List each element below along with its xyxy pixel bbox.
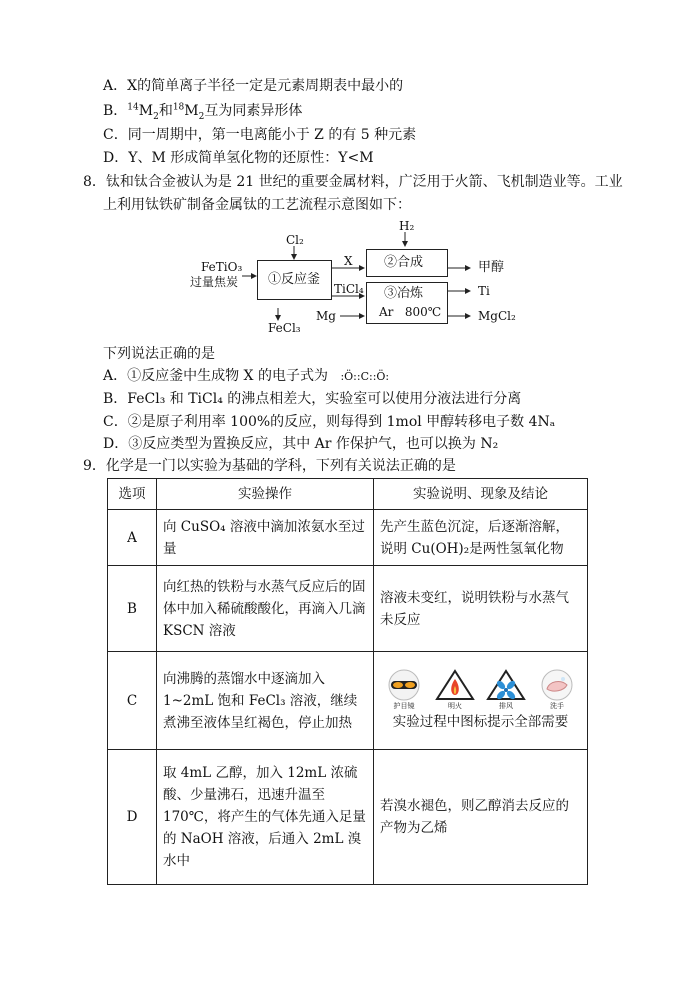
product-x: X [344, 254, 353, 268]
hand-wash-icon: 洗手 [535, 669, 579, 711]
goggles-icon: 护目镜 [382, 669, 426, 711]
operation-cell: 向 CuSO₄ 溶液中滴加浓氨水至过量 [157, 510, 374, 566]
option-label: D [108, 750, 157, 885]
reagent-mg: Mg [316, 309, 336, 323]
operation-cell: 向沸腾的蒸馏水中逐滴加入 1~2mL 饱和 FeCl₃ 溶液，继续煮沸至液体呈红褐色，停止加热 [157, 652, 374, 750]
product-methanol: 甲醇 [478, 260, 505, 275]
q7-option-c: C．同一周期中，第一电离能小于 Z 的有 5 种元素 [103, 127, 417, 143]
synth-label: ②合成 [384, 255, 424, 270]
process-flow-diagram [180, 216, 540, 338]
smelt-label: ③冶炼 [384, 286, 424, 301]
option-label: C [108, 652, 157, 750]
product-fecl3: FeCl₃ [268, 321, 301, 335]
reagent-cl2: Cl₂ [286, 233, 304, 247]
electron-formula: :Ö::C::Ö: [340, 370, 390, 383]
ventilation-icon: 排风 [484, 669, 528, 711]
option-label: A [108, 510, 157, 566]
operation-cell: 取 4mL 乙醇，加入 12mL 浓硫酸、少量沸石，迅速升温至 170℃，将产生的气体先通入足量的 NaOH 溶液，后通入 2mL 溴水中 [157, 750, 374, 885]
smelt-conditions: Ar 800℃ [379, 305, 442, 319]
q8-prompt: 下列说法正确的是 [103, 346, 215, 362]
icon-note: 实验过程中图标提示全部需要 [392, 713, 569, 730]
q8-option-a: A．①反应釜中生成物 X 的电子式为 :Ö::C::Ö: [103, 368, 390, 384]
q8-stem-line2: 上利用钛铁矿制备金属钛的工艺流程示意图如下： [103, 197, 411, 213]
header-operation: 实验操作 [157, 479, 374, 510]
header-option: 选项 [108, 479, 157, 510]
q8-stem-line1: 8．钛和钛合金被认为是 21 世纪的重要金属材料，广泛用于火箭、飞机制造业等。工业 [83, 174, 623, 190]
product-mgcl2: MgCl₂ [478, 309, 516, 323]
table-header-row [108, 479, 588, 510]
result-cell: 若溴水褪色，则乙醇消去反应的产物为乙烯 [374, 750, 588, 885]
product-ti: Ti [478, 284, 490, 298]
q9-table [107, 478, 588, 885]
q9-stem: 9．化学是一门以实验为基础的学科，下列有关说法正确的是 [83, 458, 456, 474]
table-row [108, 750, 588, 885]
table-row [108, 652, 588, 750]
product-ticl4: TiCl₄ [334, 282, 364, 296]
smelt-box [366, 282, 448, 324]
result-cell [374, 652, 588, 750]
result-cell: 先产生蓝色沉淀，后逐渐溶解，说明 Cu(OH)₂是两性氢氧化物 [374, 510, 588, 566]
q8-option-c: C．②是原子利用率 100%的反应，则每得到 1mol 甲醇转移电子数 4Nₐ [103, 414, 556, 430]
table-row [108, 566, 588, 652]
q8-option-b: B．FeCl₃ 和 TiCl₄ 的沸点相差大，实验室可以使用分液法进行分离 [103, 391, 522, 407]
q8-option-d: D．③反应类型为置换反应，其中 Ar 作保护气，也可以换为 N₂ [103, 436, 499, 452]
header-result: 实验说明、现象及结论 [374, 479, 588, 510]
reactor-box [257, 260, 332, 300]
synth-box [366, 249, 448, 277]
table-row [108, 510, 588, 566]
q7-option-a: A．X的简单离子半径一定是元素周期表中最小的 [103, 78, 404, 94]
operation-cell: 向红热的铁粉与水蒸气反应后的固体中加入稀硫酸酸化，再滴入几滴 KSCN 溶液 [157, 566, 374, 652]
reactor-label: ①反应釜 [268, 272, 321, 287]
reactant-fetio3: FeTiO₃ [201, 260, 243, 274]
q7-option-b: B．$^{14}M_2$和$^{18}M_2$互为同素异形体 [103, 102, 303, 122]
option-label: B [108, 566, 157, 652]
flame-icon: 明火 [433, 669, 477, 711]
result-cell: 溶液未变红，说明铁粉与水蒸气未反应 [374, 566, 588, 652]
safety-icons [380, 669, 581, 711]
reactant-coke: 过量焦炭 [190, 275, 239, 289]
reagent-h2: H₂ [399, 219, 415, 233]
q7-option-d: D．Y、M 形成简单氢化物的还原性：Y<M [103, 150, 374, 166]
